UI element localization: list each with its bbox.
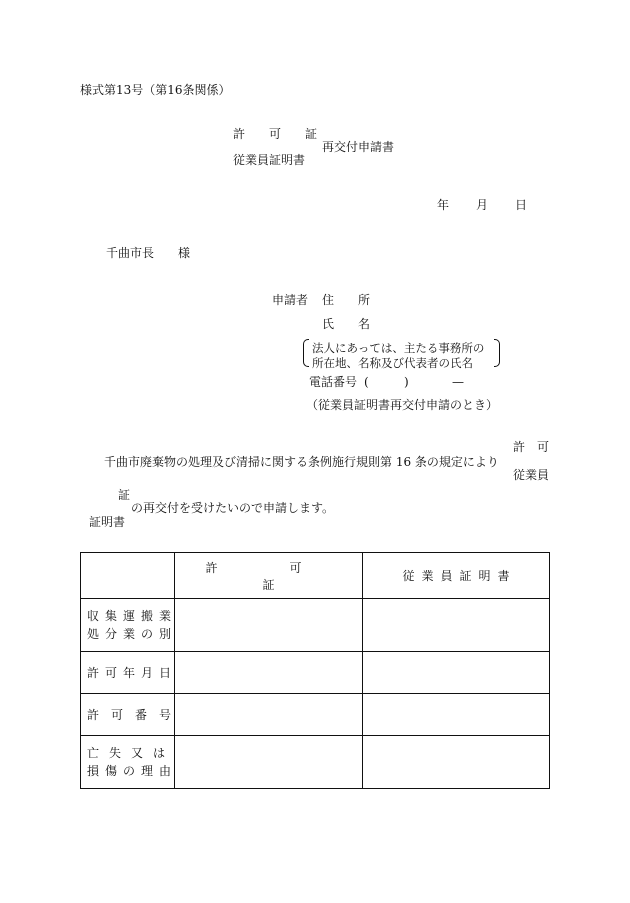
table-row (81, 694, 550, 736)
name-label: 氏 名 (322, 317, 371, 331)
phone-dash: — (452, 375, 464, 389)
cell-permit-business-type[interactable] (175, 599, 363, 652)
table-row (81, 652, 550, 694)
header-permit-label: 許 可 証 (205, 560, 374, 592)
cell-permit-loss-reason[interactable] (175, 736, 363, 789)
row-label-loss-reason (81, 736, 178, 789)
body-main-text: 千曲市廃棄物の処理及び清掃に関する条例施行規則第 16 条の規定により (104, 455, 499, 469)
header-permit (175, 553, 374, 599)
cell-permit-date[interactable] (175, 652, 363, 694)
date-day: 日 (515, 198, 528, 212)
body-certificate-option: 証 (118, 488, 131, 502)
title-permit-char: 許 (233, 127, 246, 141)
row-label-business-type (81, 599, 178, 652)
table-row (81, 599, 550, 652)
title-employee-certificate: 従業員証明書 (233, 153, 306, 167)
row-label-line: 許 可 番 号 (87, 707, 172, 722)
row-label-permit-number (81, 694, 175, 736)
body-second-line: の再交付を受けたいので申請します。 (131, 501, 335, 515)
cell-employee-date[interactable] (363, 652, 550, 694)
corporation-note-line2: 所在地、名称及び代表者の氏名 (312, 356, 473, 370)
title-permit-char: 証 (305, 127, 318, 141)
row-label-permit-date (81, 652, 178, 694)
applicant-label: 申請者 (272, 293, 309, 307)
date-line (437, 199, 527, 211)
corporation-note (303, 338, 500, 370)
title-permit-char: 可 (269, 127, 282, 141)
row-label-line: 亡失又は (87, 746, 176, 760)
header-employee-label: 従業員証明書 (402, 569, 517, 583)
title-permit (233, 128, 317, 140)
form-number: 様式第13号（第16条関係） (80, 83, 231, 97)
body-employee-option: 従業員 (513, 468, 550, 482)
addressee: 千曲市長 様 (106, 246, 191, 260)
header-employee-certificate (363, 553, 550, 599)
table-row (81, 736, 550, 789)
row-label-line: 処分業の別 (87, 627, 178, 641)
corporation-note-line1: 法人にあっては、主たる事務所の (312, 341, 485, 355)
row-label-line: 損傷の理由 (87, 764, 178, 778)
detail-table (80, 552, 550, 789)
cell-employee-loss-reason[interactable] (363, 736, 550, 789)
table-corner-cell (81, 553, 175, 599)
date-year: 年 (437, 198, 450, 212)
title-reissue-application: 再交付申請書 (322, 140, 395, 154)
date-month: 月 (476, 198, 489, 212)
employee-note: （従業員証明書再交付申請のとき） (306, 398, 499, 412)
cell-employee-number[interactable] (363, 694, 550, 736)
cell-permit-number[interactable] (175, 694, 363, 736)
right-bracket (494, 339, 500, 367)
phone-open-paren: ( (364, 375, 369, 389)
phone-close-paren: ) (404, 375, 409, 389)
row-label-line: 許可年月日 (87, 665, 178, 680)
body-proof-option: 証明書 (89, 515, 126, 529)
body-permit-option: 許 可 (513, 440, 550, 454)
address-label: 住 所 (322, 293, 371, 307)
row-label-line: 収集運搬業 (87, 609, 178, 623)
table-header-row (81, 553, 550, 599)
phone-label: 電話番号 (309, 375, 358, 389)
cell-employee-business-type[interactable] (363, 599, 550, 652)
left-bracket (303, 339, 309, 367)
